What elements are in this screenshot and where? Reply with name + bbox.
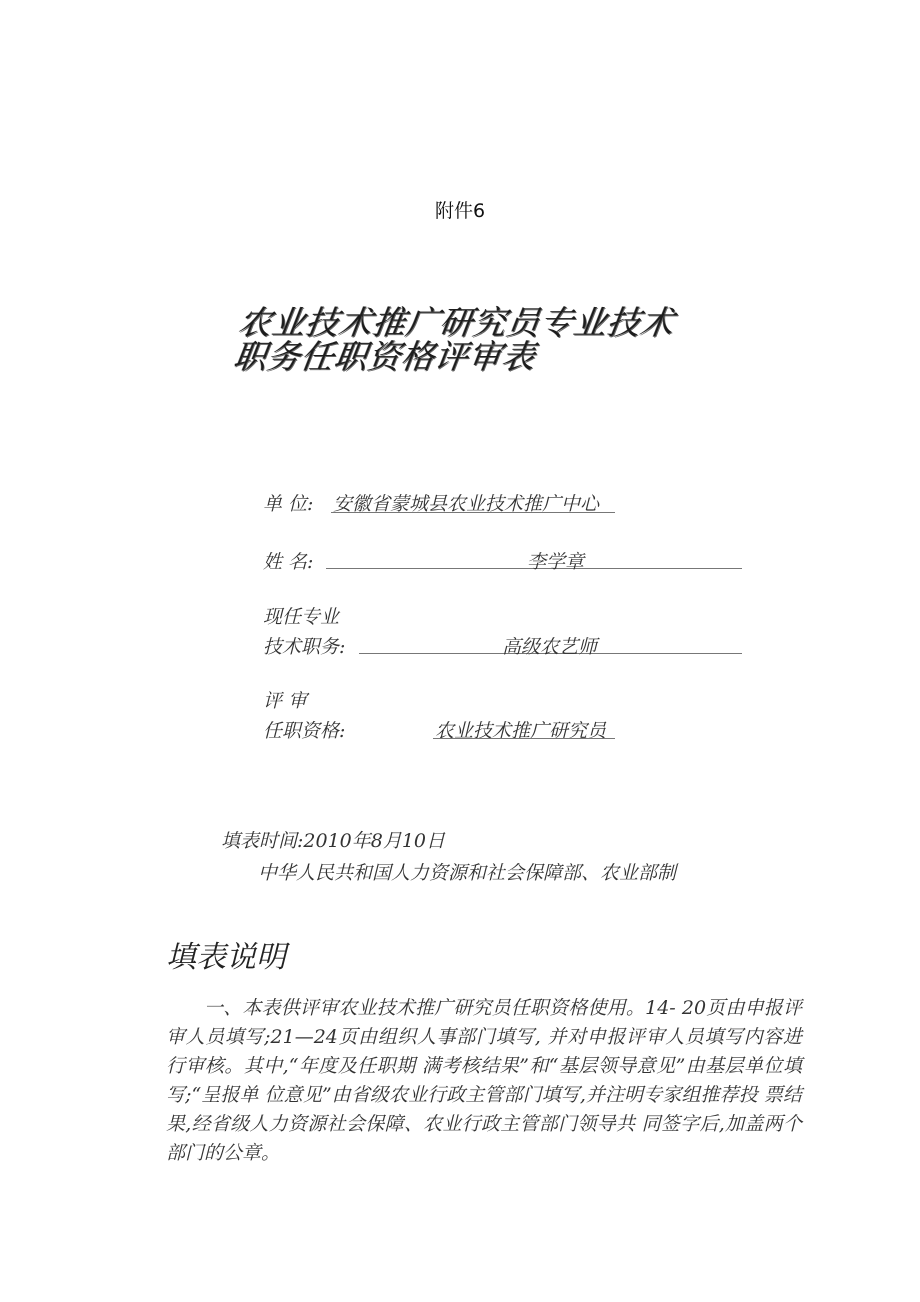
fill-date: 填表时间:2010年8月10日 bbox=[221, 830, 446, 852]
qualification-label-line-2: 任职资格: bbox=[263, 720, 346, 742]
position-label-line-1: 现任专业 bbox=[263, 606, 340, 628]
qualification-value: 农业技术推广研究员 bbox=[435, 720, 607, 742]
name-label: 姓 名: bbox=[263, 551, 314, 573]
instructions-heading: 填表说明 bbox=[166, 940, 286, 975]
attachment-number: 附件6 bbox=[434, 200, 486, 222]
position-label-line-2: 技术职务: bbox=[263, 636, 346, 658]
name-value: 李学章 bbox=[527, 551, 585, 573]
form-title-line-2: 职务任职资格评审表 bbox=[230, 337, 538, 376]
issuer: 中华人民共和国人力资源和社会保障部、农业部制 bbox=[258, 862, 677, 884]
instructions-paragraph-1: 一、本表供评审农业技术推广研究员任职资格使用。14- 20页由申报评审人员填写;21—24页由组织人事部门填写, 并对申报评审人员填写内容进行审核。其中,“年度及任职期 满考核结果”和“基层领导意见”由基层单位填写;“呈报单 位意见”由省级农业行政主管部门填写,并注明专家组推荐投 票结果,经省级人力资源社会保障、农业行政主管部门领导共 同签字后,加盖两个部门的公章。 bbox=[166, 997, 802, 1164]
unit-underline bbox=[331, 512, 615, 513]
qualification-underline bbox=[433, 738, 615, 739]
unit-value: 安徽省蒙城县农业技术推广中心 bbox=[333, 493, 600, 515]
position-value: 高级农艺师 bbox=[502, 636, 598, 658]
unit-label: 单 位: bbox=[263, 493, 314, 515]
qualification-label-line-1: 评 审 bbox=[263, 690, 308, 712]
form-title bbox=[230, 303, 761, 376]
form-title-line-1: 农业技术推广研究员专业技术 bbox=[235, 303, 677, 342]
